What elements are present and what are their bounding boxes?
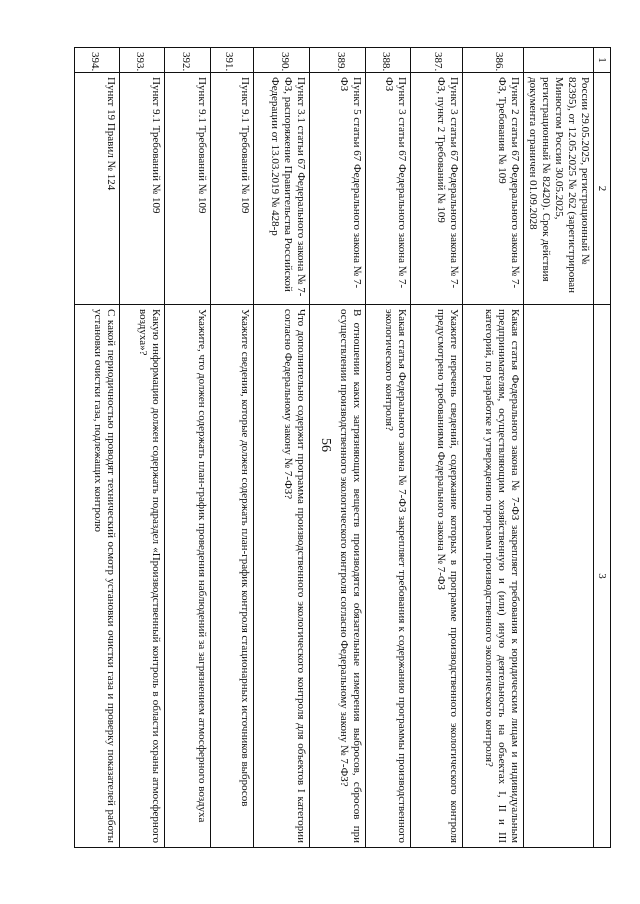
- row-reference: Пункт 3 статьи 67 Федерального закона № 7-ФЗ: [366, 73, 411, 305]
- table-row: [366, 48, 411, 848]
- row-number: 386.: [463, 48, 524, 73]
- header-row: [594, 48, 611, 848]
- row-reference: Пункт 5 статьи 67 Федерального закона № 7-ФЗ: [310, 73, 366, 305]
- row-reference: Пункт 9.1 Требований № 109: [165, 73, 211, 305]
- row-reference: Пункт 3 статьи 67 Федерального закона № 7-ФЗ, пункт 2 Требований № 109: [411, 73, 463, 305]
- row-number: 394.: [75, 48, 120, 73]
- row-question: Какая статья Федерального закона № 7-ФЗ закрепляет требования к юридическим лицам и индивидуальным предпринимателям, осуществляющим хозяйственную и (или) иную деятельность на объектах I, II и III категорий, по разработке и утверждению программ производственного экологического контроля?: [463, 305, 524, 848]
- row-number: 392.: [165, 48, 211, 73]
- questions-table-container: [74, 47, 611, 847]
- row-reference: Пункт 9.1 Требований № 109: [120, 73, 165, 305]
- table-row: [120, 48, 165, 848]
- row-reference: Пункт 2 статьи 67 Федерального закона № 7-ФЗ, Требования № 109: [463, 73, 524, 305]
- row-number: 389.: [310, 48, 366, 73]
- table-row: [310, 48, 366, 848]
- table-row: [211, 48, 254, 848]
- row-question: Укажите перечень сведений, содержание которых в программе производственного экологического контроля предусмотрено требованиями Федерального закона № 7-ФЗ: [411, 305, 463, 848]
- questions-table: [74, 47, 611, 848]
- row-question: Какая статья Федерального закона № 7-ФЗ закрепляет требования к содержанию программы производственного экологического контроля?: [366, 305, 411, 848]
- row-question: Укажите сведения, которые должен содержать план-график контроля стационарных источников выбросов: [211, 305, 254, 848]
- page-number: 56: [318, 438, 333, 452]
- table-row: [254, 48, 310, 848]
- header-col-1: 1: [594, 48, 611, 73]
- row-number: 388.: [366, 48, 411, 73]
- table-row: [411, 48, 463, 848]
- table-row: [463, 48, 524, 848]
- continuation-row: [524, 48, 594, 848]
- continuation-question-cell: [524, 305, 594, 848]
- row-number: 393.: [120, 48, 165, 73]
- table-row: [165, 48, 211, 848]
- row-number: 387.: [411, 48, 463, 73]
- row-number: 391.: [211, 48, 254, 73]
- row-question: С какой периодичностью проводят технический осмотр установки очистки газа и проверку показателей работы установки очистки газа, подлежащих контролю: [75, 305, 120, 848]
- row-reference: Пункт 9.1 Требований № 109: [211, 73, 254, 305]
- continuation-num-cell: [524, 48, 594, 73]
- row-question: Какую информацию должен содержать подраздел «Производственный контроль в области охраны атмосферного воздуха»?: [120, 305, 165, 848]
- row-question: Что дополнительно содержит программа производственного экологического контроля для объектов I категории согласно Федеральному закону № 7-ФЗ?: [254, 305, 310, 848]
- row-question: В отношении каких загрязняющих веществ производятся обязательные измерения выбросов, сбросов при осуществлении производственного экологического контроля согласно Федеральному закону № 7-ФЗ?: [310, 305, 366, 848]
- row-reference: Пункт 3.1 статьи 67 Федерального закона № 7-ФЗ, распоряжение Правительства Российской Федерации от 13.03.2019 № 428-р: [254, 73, 310, 305]
- header-col-3: 3: [594, 305, 611, 848]
- row-reference: Пункт 19 Правил № 124: [75, 73, 120, 305]
- row-question: Укажите, что должен содержать план-график проведения наблюдений за загрязнением атмосферного воздуха: [165, 305, 211, 848]
- row-number: 390.: [254, 48, 310, 73]
- continuation-ref-cell: России 29.05.2025, регистрационный № 82395), от 12.05.2025 № 262 (зарегистрирован Минюстом России 30.05.2025, регистрационный № 82420). Срок действия документа ограничен 01.09.2028: [524, 73, 594, 305]
- header-col-2: 2: [594, 73, 611, 305]
- table-row: [75, 48, 120, 848]
